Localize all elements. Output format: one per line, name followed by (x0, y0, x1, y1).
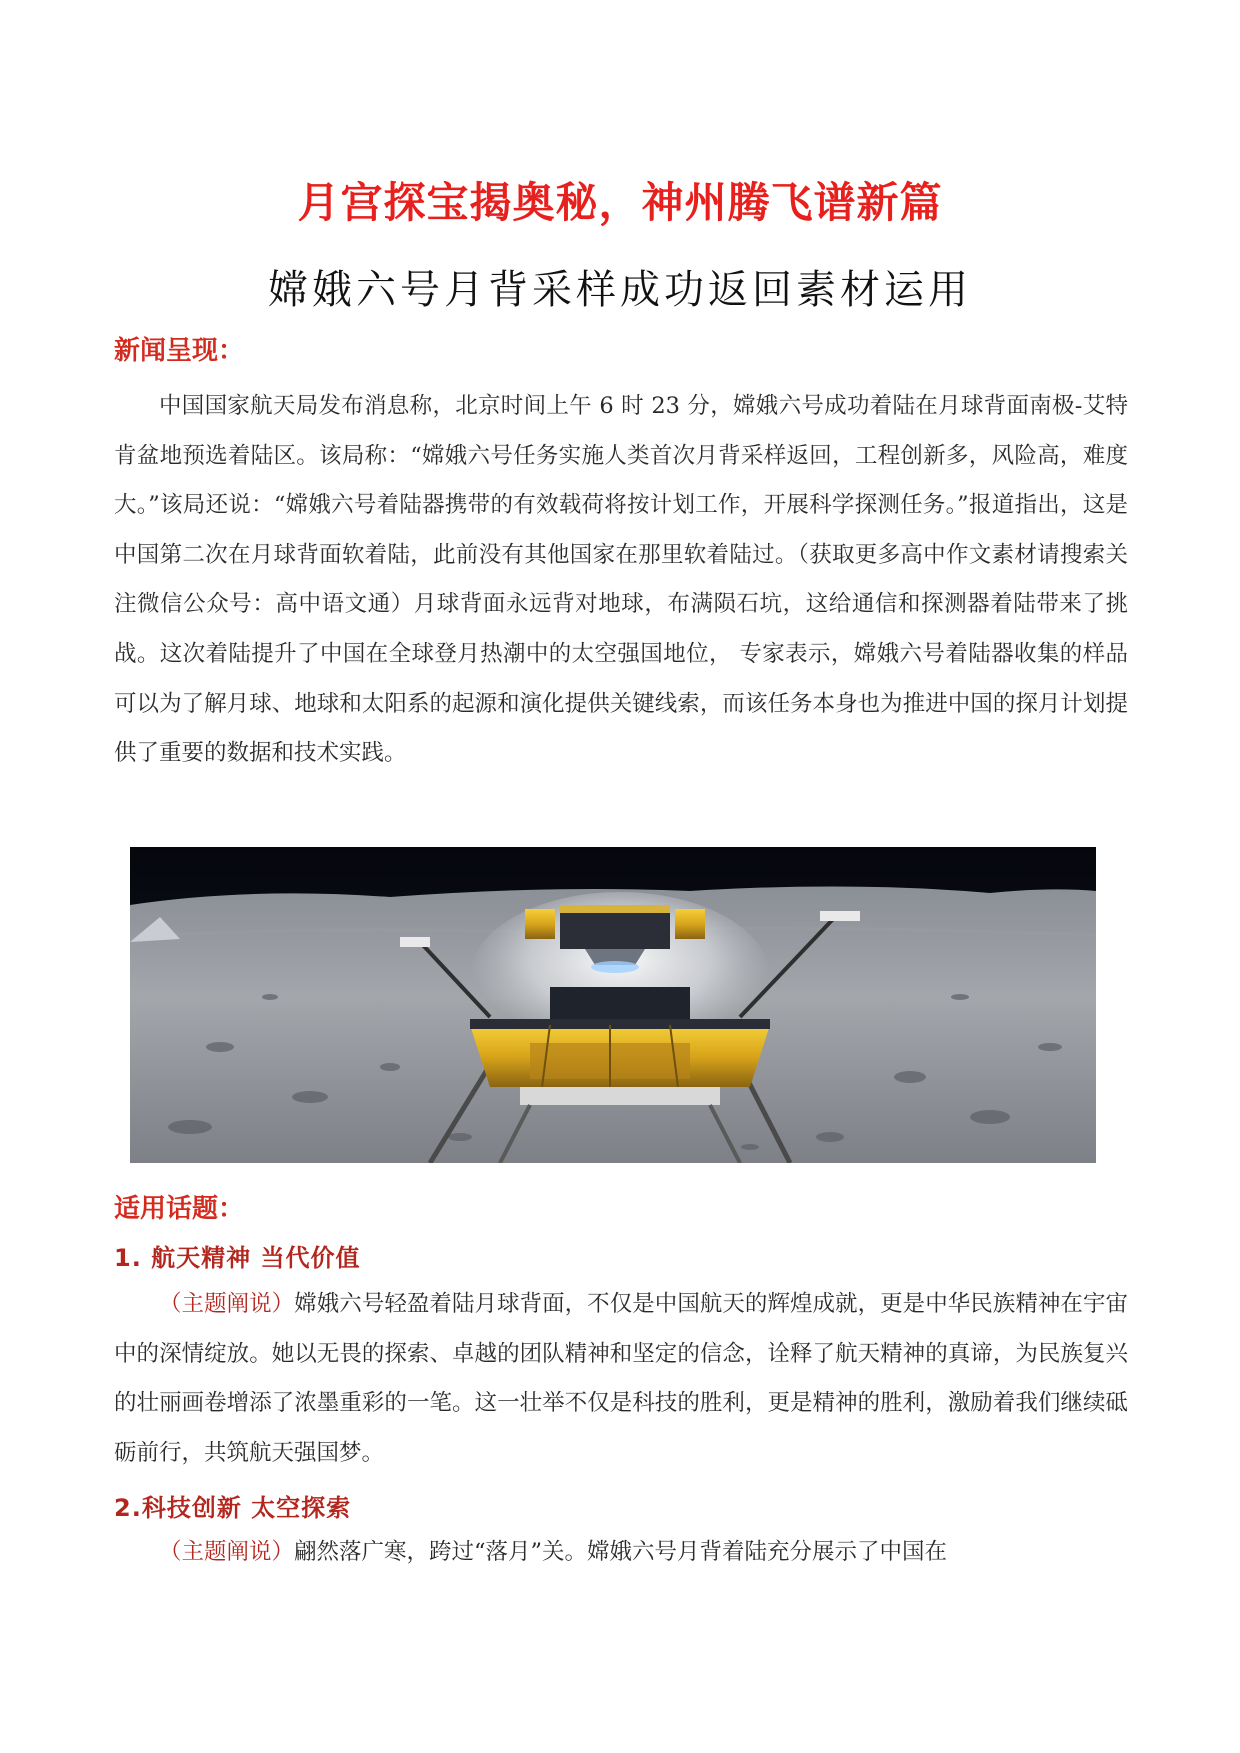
topic-lead-2: （主题阐说） (159, 1539, 295, 1565)
page-subtitle: 嫦娥六号月背采样成功返回素材运用 (268, 267, 972, 313)
news-heading: 新闻呈现： (114, 336, 245, 366)
topic-title-2: 2.科技创新 太空探索 (114, 1494, 352, 1522)
news-paragraph: 中国国家航天局发布消息称，北京时间上午 6 时 23 分，嫦娥六号成功着陆在月球背面南极-艾特肯盆地预选着陆区。该局称：“嫦娥六号任务实施人类首次月背采样返回，工程创新多，风险高，难度大。”该局还说：“嫦娥六号着陆器携带的有效载荷将按计划工作，开展科学探测任务。”报道指出，这是中国第二次在月球背面软着陆，此前没有其他国家在那里软着陆过。（获取更多高中作文素材请搜索关注微信公众号：高中语文通）月球背面永远背对地球，布满陨石坑，这给通信和探测器着陆带来了挑战。这次着陆提升了中国在全球登月热潮中的太空强国地位， 专家表示，嫦娥六号着陆器收集的样品可以为了解月球、地球和太阳系的起源和演化提供关键线索，而该任务本身也为推进中国的探月计划提供了重要的数据和技术实践。 (114, 393, 1128, 767)
topic-paragraph-1 (114, 1280, 1128, 1478)
topic-body-2: 翩然落广寒，跨过“落月”关。嫦娥六号月背着陆充分展示了中国在 (294, 1539, 948, 1565)
page-title: 月宫探宝揭奥秘，神州腾飞谱新篇 (297, 178, 943, 227)
topics-heading: 适用话题： (114, 1194, 245, 1224)
topic-body-1: 嫦娥六号轻盈着陆月球背面，不仅是中国航天的辉煌成就，更是中华民族精神在宇宙中的深情绽放。她以无畏的探索、卓越的团队精神和坚定的信念，诠释了航天精神的真谛，为民族复兴的壮丽画卷增添了浓墨重彩的一笔。这一壮举不仅是科技的胜利，更是精神的胜利，激励着我们继续砥砺前行，共筑航天强国梦。 (114, 1291, 1128, 1466)
topic-title-1: 1. 航天精神 当代价值 (114, 1244, 361, 1272)
lunar-lander-image (130, 847, 1096, 1163)
topic-paragraph-2 (114, 1528, 1128, 1578)
topic-lead-1: （主题阐说） (159, 1291, 295, 1317)
